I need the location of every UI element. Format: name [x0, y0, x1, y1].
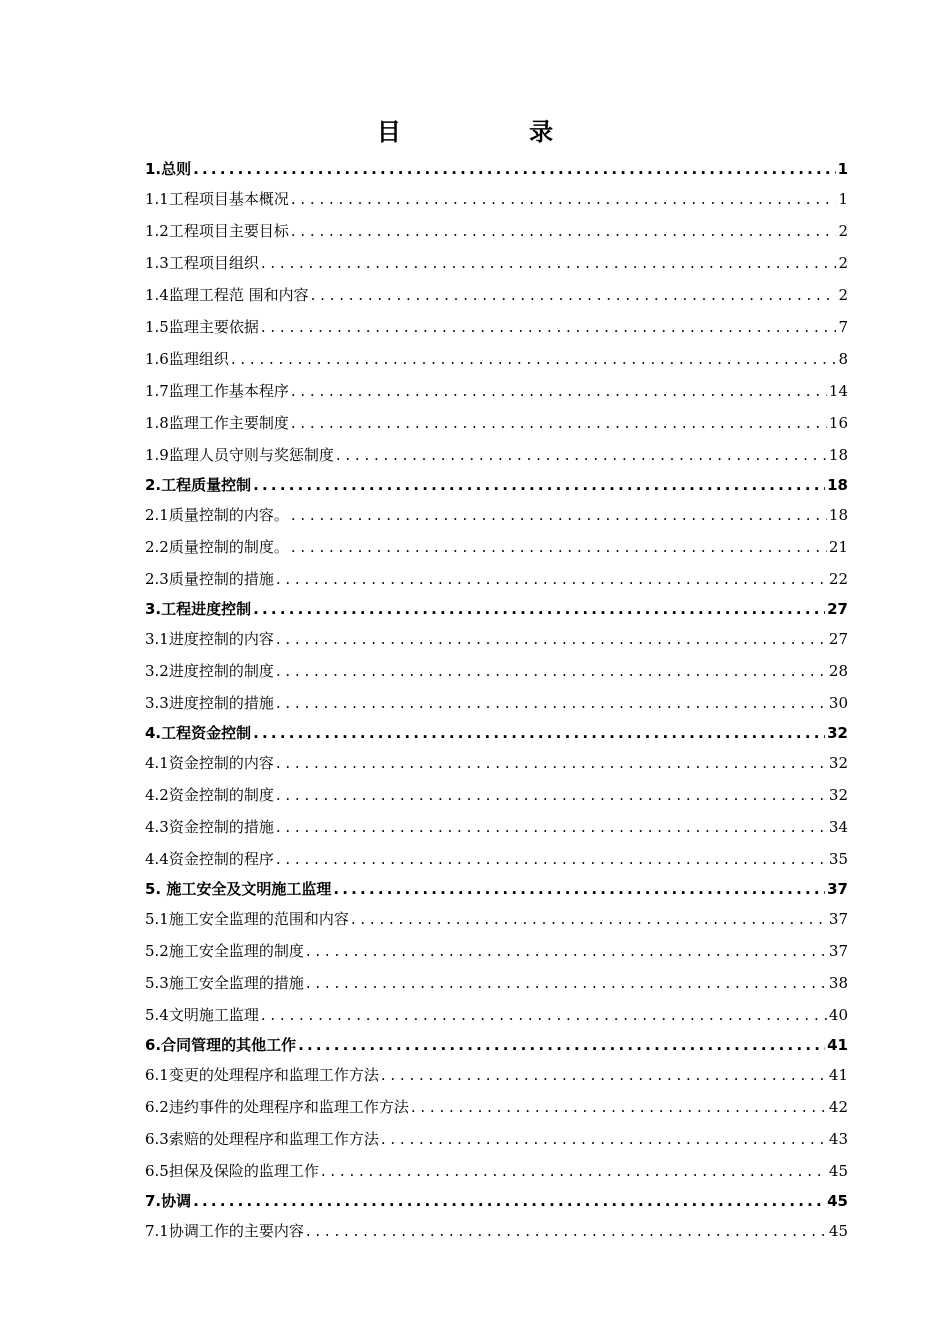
toc-subsection-entry[interactable]: [145, 531, 848, 563]
toc-page-number: 18: [828, 506, 848, 524]
toc-entry-label: 3.1进度控制的内容: [145, 630, 274, 648]
toc-entry-label: 7.1协调工作的主要内容: [145, 1222, 304, 1240]
toc-page-number: 45: [828, 1222, 848, 1240]
toc-entry-label: 1.4监理工程范 围和内容: [145, 286, 309, 304]
toc-subsection-entry[interactable]: [145, 247, 848, 279]
toc-page-number: 2: [838, 222, 848, 240]
toc-page-number: 18: [827, 476, 848, 494]
toc-dot-leader: [311, 279, 837, 311]
toc-entry-label: 1.7监理工作基本程序: [145, 382, 289, 400]
toc-page-number: 37: [827, 880, 848, 898]
toc-entry-label: 5.2施工安全监理的制度: [145, 942, 304, 960]
toc-entry-label: 5.1施工安全监理的范围和内容: [145, 910, 349, 928]
toc-dot-leader: [261, 311, 837, 343]
toc-page-number: 21: [828, 538, 848, 556]
toc-subsection-entry[interactable]: [145, 1091, 848, 1123]
toc-dot-leader: [276, 655, 827, 687]
toc-dot-leader: [321, 1155, 827, 1187]
toc-dot-leader: [291, 499, 827, 531]
toc-entry-label: 4.3资金控制的措施: [145, 818, 274, 836]
toc-dot-leader: [276, 623, 827, 655]
toc-dot-leader: [336, 439, 827, 471]
toc-dot-leader: [253, 471, 825, 499]
toc-subsection-entry[interactable]: [145, 747, 848, 779]
toc-entry-label: 2.2质量控制的制度。: [145, 538, 289, 556]
toc-dot-leader: [261, 247, 837, 279]
toc-entry-label: 6.5担保及保险的监理工作: [145, 1162, 319, 1180]
toc-entry-label: 2.1质量控制的内容。: [145, 506, 289, 524]
toc-dot-leader: [276, 563, 827, 595]
toc-page-number: 35: [828, 850, 848, 868]
toc-dot-leader: [253, 719, 825, 747]
toc-subsection-entry[interactable]: [145, 563, 848, 595]
toc-subsection-entry[interactable]: [145, 967, 848, 999]
toc-page-number: 30: [828, 694, 848, 712]
toc-page-number: 40: [828, 1006, 848, 1024]
toc-entry-label: 5.4文明施工监理: [145, 1006, 259, 1024]
toc-entry-label: 2.3质量控制的措施: [145, 570, 274, 588]
toc-page-number: 2: [838, 286, 848, 304]
toc-page-number: 43: [828, 1130, 848, 1148]
toc-page-number: 7: [838, 318, 848, 336]
toc-entry-label: 4.2资金控制的制度: [145, 786, 274, 804]
toc-entry-label: 1.5监理主要依据: [145, 318, 259, 336]
toc-subsection-entry[interactable]: [145, 843, 848, 875]
toc-subsection-entry[interactable]: [145, 1215, 848, 1247]
toc-dot-leader: [306, 935, 827, 967]
toc-dot-leader: [411, 1091, 827, 1123]
toc-section-entry[interactable]: [145, 1031, 848, 1059]
toc-page-number: 22: [828, 570, 848, 588]
toc-subsection-entry[interactable]: [145, 311, 848, 343]
toc-page-number: 27: [827, 600, 848, 618]
toc-subsection-entry[interactable]: [145, 623, 848, 655]
toc-entry-label: 5.3施工安全监理的措施: [145, 974, 304, 992]
toc-entry-label: 1.9监理人员守则与奖惩制度: [145, 446, 334, 464]
toc-entry-label: 3.2进度控制的制度: [145, 662, 274, 680]
toc-subsection-entry[interactable]: [145, 655, 848, 687]
toc-dot-leader: [276, 687, 827, 719]
toc-subsection-entry[interactable]: [145, 215, 848, 247]
toc-dot-leader: [291, 407, 827, 439]
toc-entry-label: 6.1变更的处理程序和监理工作方法: [145, 1066, 379, 1084]
toc-subsection-entry[interactable]: [145, 935, 848, 967]
toc-dot-leader: [253, 595, 825, 623]
toc-dot-leader: [193, 155, 835, 183]
toc-entry-label: 6.合同管理的其他工作: [145, 1036, 297, 1054]
toc-dot-leader: [261, 999, 827, 1031]
toc-subsection-entry[interactable]: [145, 1123, 848, 1155]
toc-dot-leader: [276, 779, 827, 811]
toc-title: 目 录: [376, 118, 614, 146]
toc-dot-leader: [298, 1031, 825, 1059]
toc-entry-label: 4.1资金控制的内容: [145, 754, 274, 772]
toc-subsection-entry[interactable]: [145, 903, 848, 935]
toc-dot-leader: [381, 1123, 827, 1155]
toc-subsection-entry[interactable]: [145, 439, 848, 471]
toc-subsection-entry[interactable]: [145, 687, 848, 719]
toc-subsection-entry[interactable]: [145, 343, 848, 375]
toc-section-entry[interactable]: [145, 595, 848, 623]
toc-section-entry[interactable]: [145, 155, 848, 183]
toc-entry-label: 1.3工程项目组织: [145, 254, 259, 272]
toc-dot-leader: [291, 215, 837, 247]
toc-dot-leader: [306, 1215, 827, 1247]
toc-subsection-entry[interactable]: [145, 1155, 848, 1187]
toc-dot-leader: [276, 843, 827, 875]
toc-page-number: 34: [828, 818, 848, 836]
toc-page-number: 1: [838, 190, 848, 208]
toc-dot-leader: [193, 1187, 825, 1215]
toc-page-number: 18: [828, 446, 848, 464]
toc-subsection-entry[interactable]: [145, 779, 848, 811]
toc-dot-leader: [306, 967, 827, 999]
toc-dot-leader: [276, 747, 827, 779]
toc-subsection-entry[interactable]: [145, 999, 848, 1031]
toc-page-number: 1: [837, 160, 848, 178]
toc-page-number: 16: [828, 414, 848, 432]
toc-page-number: 41: [827, 1036, 848, 1054]
toc-dot-leader: [276, 811, 827, 843]
toc-subsection-entry[interactable]: [145, 375, 848, 407]
toc-entry-label: 3.工程进度控制: [145, 600, 252, 618]
toc-page-number: 2: [838, 254, 848, 272]
toc-entry-label: 2.工程质量控制: [145, 476, 252, 494]
toc-entry-label: 1.1工程项目基本概况: [145, 190, 289, 208]
toc-subsection-entry[interactable]: [145, 407, 848, 439]
toc-page-number: 27: [828, 630, 848, 648]
toc-dot-leader: [291, 531, 827, 563]
toc-section-entry[interactable]: [145, 471, 848, 499]
toc-page-number: 28: [828, 662, 848, 680]
toc-subsection-entry[interactable]: [145, 279, 848, 311]
toc-page-number: 32: [828, 754, 848, 772]
toc-page-number: 45: [828, 1162, 848, 1180]
toc-entry-label: 6.2违约事件的处理程序和监理工作方法: [145, 1098, 409, 1116]
toc-entry-label: 6.3索赔的处理程序和监理工作方法: [145, 1130, 379, 1148]
toc-entry-label: 7.协调: [145, 1192, 192, 1210]
toc-entry-label: 1.2工程项目主要目标: [145, 222, 289, 240]
toc-page-number: 37: [828, 910, 848, 928]
toc-entry-label: 4.4资金控制的程序: [145, 850, 274, 868]
toc-dot-leader: [381, 1059, 827, 1091]
toc-dot-leader: [291, 183, 837, 215]
toc-page-number: 41: [828, 1066, 848, 1084]
toc-page-number: 14: [828, 382, 848, 400]
toc-dot-leader: [351, 903, 827, 935]
toc-entry-label: 1.6监理组织: [145, 350, 229, 368]
toc-page-number: 45: [827, 1192, 848, 1210]
toc-entry-label: 5. 施工安全及文明施工监理: [145, 880, 332, 898]
toc-page-number: 8: [838, 350, 848, 368]
toc-subsection-entry[interactable]: [145, 811, 848, 843]
toc-entry-label: 3.3进度控制的措施: [145, 694, 274, 712]
toc-dot-leader: [333, 875, 825, 903]
toc-page-number: 38: [828, 974, 848, 992]
toc-entry-label: 4.工程资金控制: [145, 724, 252, 742]
toc-page-number: 32: [827, 724, 848, 742]
toc-entry-label: 1.总则: [145, 160, 192, 178]
toc-subsection-entry[interactable]: [145, 183, 848, 215]
toc-section-entry[interactable]: [145, 719, 848, 747]
toc-dot-leader: [291, 375, 827, 407]
toc-entry-label: 1.8监理工作主要制度: [145, 414, 289, 432]
toc-page-number: 37: [828, 942, 848, 960]
toc-dot-leader: [231, 343, 837, 375]
toc-section-entry[interactable]: [145, 875, 848, 903]
table-of-contents: [145, 155, 848, 1247]
toc-page-number: 32: [828, 786, 848, 804]
toc-subsection-entry[interactable]: [145, 499, 848, 531]
toc-page-number: 42: [828, 1098, 848, 1116]
toc-subsection-entry[interactable]: [145, 1059, 848, 1091]
toc-section-entry[interactable]: [145, 1187, 848, 1215]
